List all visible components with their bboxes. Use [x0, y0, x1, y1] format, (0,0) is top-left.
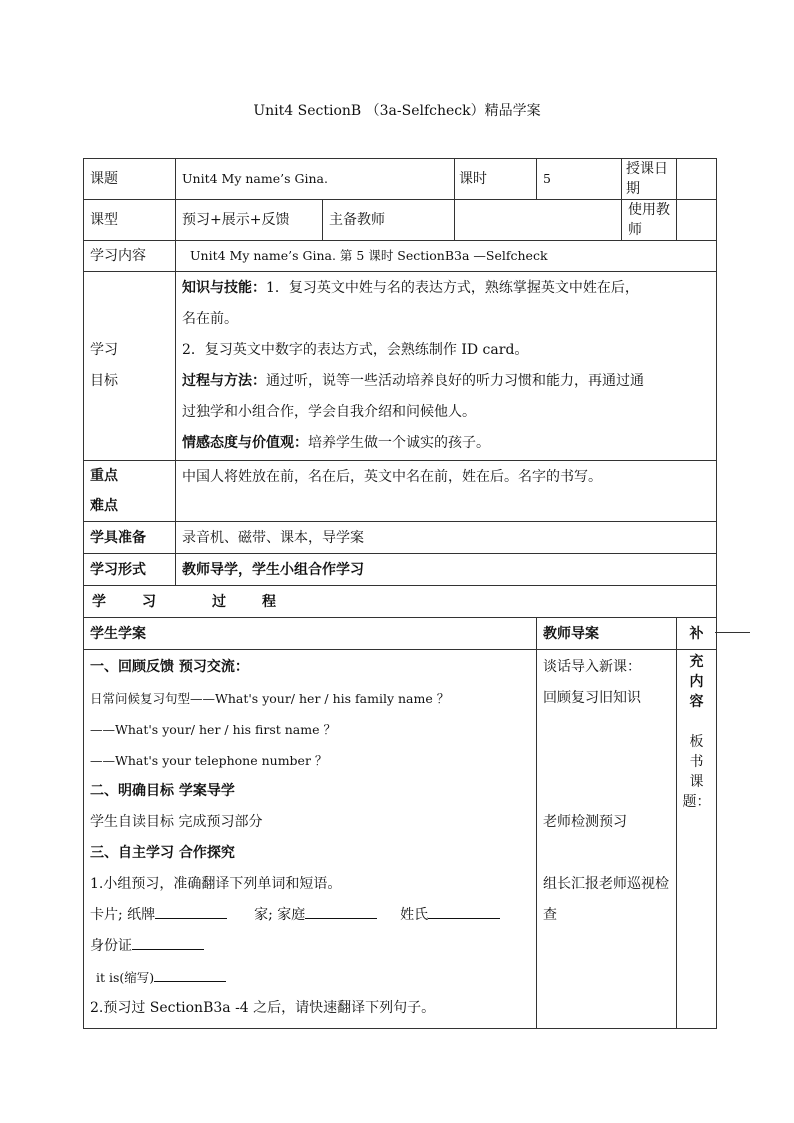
process-heading: 学 习 过 程 [84, 586, 717, 618]
topic-label: 课题 [84, 159, 176, 200]
key-content: 中国人将姓放在前，名在后，英文中名在前，姓在后。名字的书写。 [176, 461, 717, 522]
form-content: 教师导学，学生小组合作学习 [176, 554, 717, 586]
type-label: 课型 [84, 200, 176, 241]
row-goals [84, 272, 717, 461]
teacher-plan-body: 谈话导入新课： 回顾复习旧知识 老师检测预习 组长汇报老师巡视检 查 [537, 650, 677, 1029]
row-type [84, 200, 717, 241]
row-body [84, 650, 717, 1029]
row-column-heads [84, 618, 717, 650]
supplement-body: 充 内 容 板 书 课 题： [677, 650, 717, 1029]
student-plan-body: 一、回顾反馈 预习交流： 日常问候复习句型——What's your/ her / his family name ？ ——What's your/ her / his first name ？ ——What's your telephone number ？ 二、明确目标 学案导学 学生自读目标 完成预习部分 三、自主学习 合作探究 1.小组预习，准确翻译下列单词和短语。 卡片; 纸牌 家; 家庭 姓氏 身份证 it is(缩写) 2.预习过 SectionB3a -4 之后，请快速翻译下列句子。 [84, 650, 537, 1029]
key-label: 重点 难点 [84, 461, 176, 522]
row-content [84, 241, 717, 272]
lead-teacher-value [455, 200, 622, 241]
date-value [677, 159, 717, 200]
topic-value: Unit4 My name’s Gina. [176, 159, 455, 200]
type-value: 预习+展示+反馈 [176, 200, 323, 241]
content-value: Unit4 My name’s Gina. 第 5 课时 SectionB3a —Selfcheck [176, 241, 717, 272]
supplement-head: 补 [677, 618, 717, 650]
row-process [84, 586, 717, 618]
user-teacher-label: 使用教师 [622, 200, 677, 241]
row-tools [84, 522, 717, 554]
goals-label: 学习 目标 [84, 272, 176, 461]
row-topic [84, 159, 717, 200]
form-label: 学习形式 [84, 554, 176, 586]
content-label: 学习内容 [84, 241, 176, 272]
tools-label: 学具准备 [84, 522, 176, 554]
goals-content: 知识与技能：1．复习英文中姓与名的表达方式，熟练掌握英文中姓在后， 名在前。 2．复习英文中数字的表达方式，会熟练制作 ID card。 过程与方法：通过听，说等一些活动培养良好的听力习惯和能力，再通过通 过独学和小组合作，学会自我介绍和问候他人。 情感态度与价值观：培养学生做一个诚实的孩子。 [176, 272, 717, 461]
user-teacher-value [677, 200, 717, 241]
row-form [84, 554, 717, 586]
table-overflow-line [715, 632, 750, 633]
row-key-points [84, 461, 717, 522]
lesson-plan-table [83, 158, 717, 1029]
tools-content: 录音机、磁带、课本，导学案 [176, 522, 717, 554]
date-label: 授课日期 [622, 159, 677, 200]
teacher-plan-head: 教师导案 [537, 618, 677, 650]
document-title: Unit4 SectionB （3a-Selfcheck）精品学案 [253, 103, 541, 119]
lead-teacher-label: 主备教师 [323, 200, 455, 241]
student-plan-head: 学生学案 [84, 618, 537, 650]
period-label: 课时 [455, 159, 537, 200]
period-value: 5 [537, 159, 622, 200]
